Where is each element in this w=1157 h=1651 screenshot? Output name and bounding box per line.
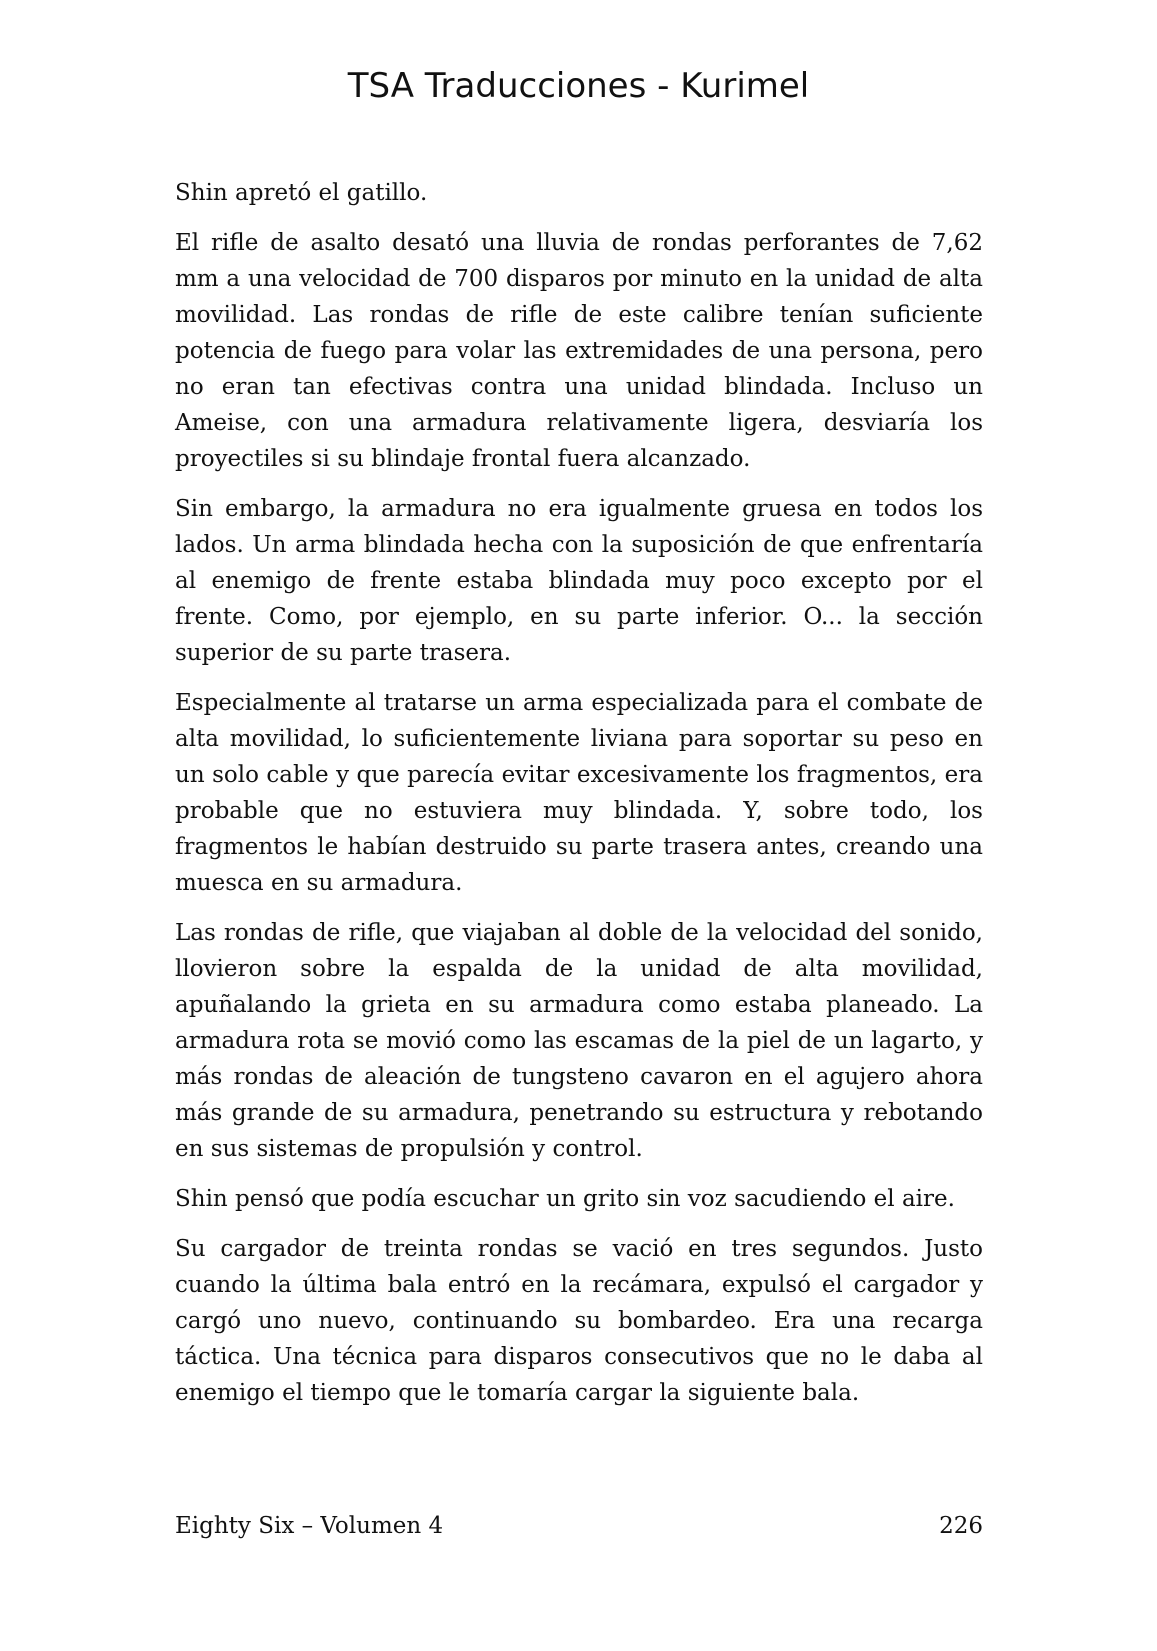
page-header-title: TSA Traducciones - Kurimel	[347, 66, 810, 106]
paragraph: Las rondas de rifle, que viajaban al doble de la velocidad del sonido, llovieron sobre la espalda de la unidad de alta movilidad, apuñalando la grieta en su armadura como estaba planeado. La armadura rota se movió como las escamas de la piel de un lagarto, y más rondas de aleación de tungsteno cavaron en el agujero ahora más grande de su armadura, penetrando su estructura y rebotando en sus sistemas de propulsión y control.	[175, 920, 983, 1162]
paragraph: Sin embargo, la armadura no era igualmente gruesa en todos los lados. Un arma blindada hecha con la suposición de que enfrentaría al enemigo de frente estaba blindada muy poco excepto por el frente. Como, por ejemplo, en su parte inferior. O... la sección superior de su parte trasera.	[175, 496, 983, 666]
footer-book-title: Eighty Six – Volumen 4	[175, 1513, 444, 1539]
footer-page-number: 226	[939, 1513, 983, 1539]
paragraph: Shin pensó que podía escuchar un grito sin voz sacudiendo el aire.	[175, 1186, 955, 1212]
paragraph: El rifle de asalto desató una lluvia de rondas perforantes de 7,62 mm a una velocidad de 700 disparos por minuto en la unidad de alta movilidad. Las rondas de rifle de este calibre tenían suficiente potencia de fuego para volar las extremidades de una persona, pero no eran tan efectivas contra una unidad blindada. Incluso un Ameise, con una armadura relativamente ligera, desviaría los proyectiles si su blindaje frontal fuera alcanzado.	[175, 230, 983, 472]
page-footer	[175, 1513, 983, 1539]
paragraph: Su cargador de treinta rondas se vació en tres segundos. Justo cuando la última bala entró en la recámara, expulsó el cargador y cargó uno nuevo, continuando su bombardeo. Era una recarga táctica. Una técnica para disparos consecutivos que no le daba al enemigo el tiempo que le tomaría cargar la siguiente bala.	[175, 1236, 983, 1406]
body-text	[175, 175, 983, 1425]
paragraph: Especialmente al tratarse un arma especializada para el combate de alta movilidad, lo suficientemente liviana para soportar su peso en un solo cable y que parecía evitar excesivamente los fragmentos, era probable que no estuviera muy blindada. Y, sobre todo, los fragmentos le habían destruido su parte trasera antes, creando una muesca en su armadura.	[175, 690, 983, 896]
paragraph: Shin apretó el gatillo.	[175, 180, 428, 206]
